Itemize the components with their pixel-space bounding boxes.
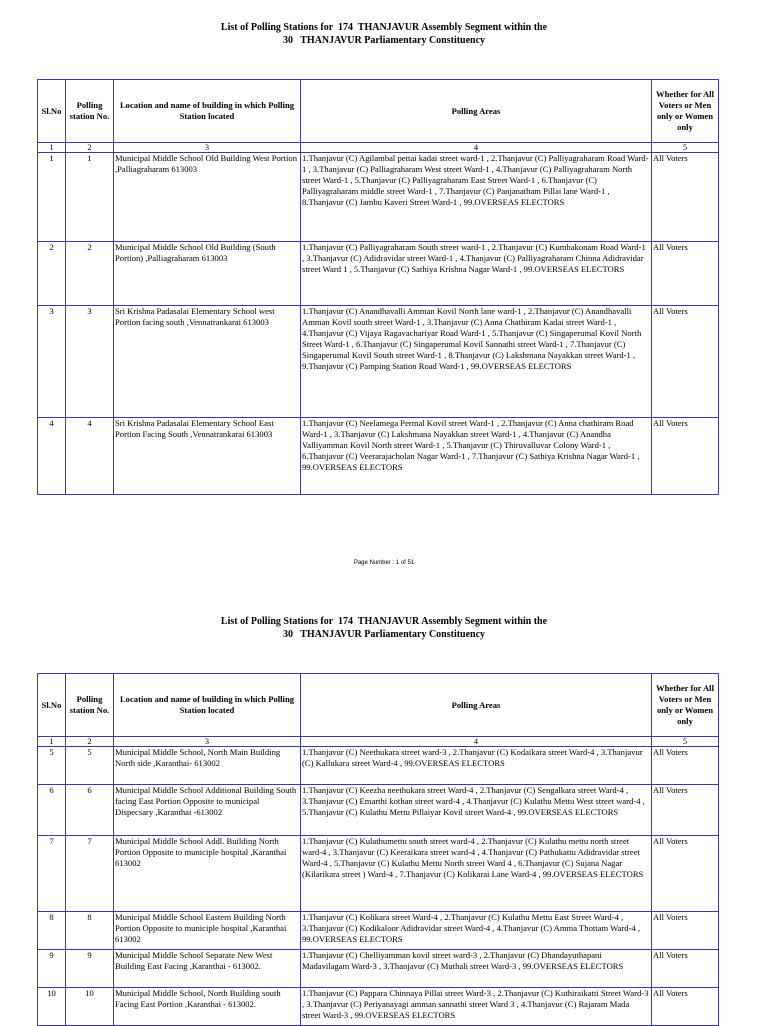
voters-cell: All Voters (652, 836, 719, 912)
location-cell: Municipal Middle School Separate New West Building East Facing ,Karanthai - 613002. (114, 950, 301, 988)
header-row (38, 674, 719, 737)
title-line-2: 30 THANJAVUR Parliamentary Constituency (282, 629, 486, 640)
table-row (38, 912, 719, 950)
ps-no-cell: 9 (66, 950, 114, 988)
table-row (38, 747, 719, 785)
location-cell: Sri Krishna Padasalai Elementary School East Portion Facing South ,Vennatrankarai 613003 (114, 418, 301, 495)
polling-stations-table-2 (37, 673, 719, 1026)
voters-cell: All Voters (652, 988, 719, 1026)
voters-cell: All Voters (652, 242, 719, 306)
location-cell: Municipal Middle School, North Main Building North side ,Karanthai- 613002 (114, 747, 301, 785)
location-cell: Municipal Middle School Additional Building South facing East Portion Opposite to municipal Dispecsary ,Karanthai -613002 (114, 785, 301, 836)
header-location: Location and name of building in which Polling Station located (114, 80, 301, 143)
polling-areas-cell: 1.Thanjavur (C) Chelliyamman kovil street ward-3 , 2.Thanjavur (C) Dhandayuthapani Madavilagam Ward-3 , 3.Thanjavur (C) Muthali street Ward-3 , 99.OVERSEAS ELECTORS (301, 950, 652, 988)
sl-no-cell: 10 (38, 988, 66, 1026)
polling-stations-table-1 (37, 79, 719, 495)
header-polling-areas: Polling Areas (301, 80, 652, 143)
table-row (38, 306, 719, 418)
title-line-2: 30 THANJAVUR Parliamentary Constituency (282, 35, 486, 46)
location-cell: Sri Krishna Padasalai Elementary School west Portion facing south ,Vennatrankarai 613003 (114, 306, 301, 418)
ps-no-cell: 6 (66, 785, 114, 836)
sl-no-cell: 2 (38, 242, 66, 306)
sl-no-cell: 4 (38, 418, 66, 495)
voters-cell: All Voters (652, 418, 719, 495)
voters-cell: All Voters (652, 950, 719, 988)
voters-cell: All Voters (652, 912, 719, 950)
header-location: Location and name of building in which Polling Station located (114, 674, 301, 737)
location-cell: Municipal Middle School Addl. Building North Portion Opposite to municiple hospital ,Karanthai 613002 (114, 836, 301, 912)
page-2-title (0, 615, 768, 641)
polling-areas-cell: 1.Thanjavur (C) Neethukara street ward-3 , 2.Thanjavur (C) Kodaikara street Ward-4 , 3.Thanjavur (C) Kallukara street Ward-4 , 99.OVERSEAS ELECTORS (301, 747, 652, 785)
table-row (38, 988, 719, 1026)
page-1-title (0, 21, 768, 47)
column-number: 4 (301, 143, 652, 153)
header-voters: Whether for All Voters or Men only or Women only (652, 80, 719, 143)
polling-areas-cell: 1.Thanjavur (C) Kulathumettu south street ward-4 , 2.Thanjavur (C) Kulathu mettu north street ward-4 , 3.Thanjavur (C) Keeraikara street ward-4 , 4.Thanjavur (C) Pathukattu Adidravidar street Ward-4 , 5.Thanjavur (C) Kulathu Mettu North street Ward 4 , 6.Thanjavur (C) Sujana Nagar (Kilarikara street ) Ward-4 , 7.Thanjavur (C) Kolikarai Lane Ward-4 , 99.OVERSEAS ELECTORS (301, 836, 652, 912)
column-number: 2 (66, 737, 114, 747)
sl-no-cell: 6 (38, 785, 66, 836)
polling-areas-cell: 1.Thanjavur (C) Palliyagraharam South street ward-1 , 2.Thanjavur (C) Kumbakonam Road Ward-1 , 3.Thanjavur (C) Adidravidar street Ward-1 , 4.Thanjavur (C) Palliyagraharam Chinna Adidravidar street Ward 1 , 5.Thanjavur (C) Sathiya Krishna Nagar Ward-1 , 99.OVERSEAS ELECTORS (301, 242, 652, 306)
ps-no-cell: 1 (66, 153, 114, 242)
header-ps-no: Polling station No. (66, 674, 114, 737)
ps-no-cell: 4 (66, 418, 114, 495)
table-row (38, 836, 719, 912)
polling-areas-cell: 1.Thanjavur (C) Pappara Chinnaya Pillai street Ward-3 , 2.Thanjavur (C) Kuthiraikatti Street Ward-3 , 3.Thanjavur (C) Periyanayagi amman sannathi street Ward 3 , 4.Thanjavur (C) Rajaram Mada street Ward-3 , 99.OVERSEAS ELECTORS (301, 988, 652, 1026)
ps-no-cell: 5 (66, 747, 114, 785)
header-polling-areas: Polling Areas (301, 674, 652, 737)
ps-no-cell: 7 (66, 836, 114, 912)
location-cell: Municipal Middle School, North Building south Facing East Portion ,Karanthai - 613002. (114, 988, 301, 1026)
voters-cell: All Voters (652, 153, 719, 242)
ps-no-cell: 3 (66, 306, 114, 418)
title-line-1: List of Polling Stations for 174 THANJAVUR Assembly Segment within the (220, 616, 548, 627)
column-number: 5 (652, 143, 719, 153)
sl-no-cell: 8 (38, 912, 66, 950)
voters-cell: All Voters (652, 306, 719, 418)
header-sl-no: Sl.No (38, 674, 66, 737)
page-number: Page Number : 1 of 51 (353, 560, 415, 566)
header-sl-no: Sl.No (38, 80, 66, 143)
voters-cell: All Voters (652, 747, 719, 785)
sl-no-cell: 1 (38, 153, 66, 242)
sl-no-cell: 3 (38, 306, 66, 418)
column-number: 3 (114, 737, 301, 747)
location-cell: Municipal Middle School Eastern Building North Portion Opposite to municiple hospital ,Karanthai 613002 (114, 912, 301, 950)
column-number: 2 (66, 143, 114, 153)
polling-areas-cell: 1.Thanjavur (C) Neelamega Permal Kovil street Ward-1 , 2.Thanjavur (C) Anna chathiram Road Ward-1 , 3.Thanjavur (C) Lakshmana Nayakkan street Ward-1 , 4.Thanjavur (C) Anandha Valliyamman Kovil North street Ward-1 , 5.Thanjavur (C) Thiruvalluvar Colony Ward-1 , 6.Thanjavur (C) Veerarajacholan Nagar Ward-1 , 7.Thanjavur (C) Sathiya Krishna Nagar Ward-1 , 99.OVERSEAS ELECTORS (301, 418, 652, 495)
sl-no-cell: 5 (38, 747, 66, 785)
ps-no-cell: 2 (66, 242, 114, 306)
column-number: 1 (38, 143, 66, 153)
location-cell: Municipal Middle School Old Building West Portion ,Palliagraharam 613003 (114, 153, 301, 242)
location-cell: Municipal Middle School Old Building (South Portion) ,Palliagraharam 613003 (114, 242, 301, 306)
table-row (38, 785, 719, 836)
table-row (38, 242, 719, 306)
column-number: 3 (114, 143, 301, 153)
sl-no-cell: 9 (38, 950, 66, 988)
header-row (38, 80, 719, 143)
title-line-1: List of Polling Stations for 174 THANJAVUR Assembly Segment within the (220, 22, 548, 33)
column-number-row (38, 143, 719, 153)
column-number: 4 (301, 737, 652, 747)
table-row (38, 418, 719, 495)
table-row (38, 950, 719, 988)
voters-cell: All Voters (652, 785, 719, 836)
column-number-row (38, 737, 719, 747)
header-ps-no: Polling station No. (66, 80, 114, 143)
header-voters: Whether for All Voters or Men only or Women only (652, 674, 719, 737)
ps-no-cell: 8 (66, 912, 114, 950)
sl-no-cell: 7 (38, 836, 66, 912)
ps-no-cell: 10 (66, 988, 114, 1026)
column-number: 5 (652, 737, 719, 747)
polling-areas-cell: 1.Thanjavur (C) Agilambal pettai kadai street ward-1 , 2.Thanjavur (C) Palliyagraharam Road Ward-1 , 3.Thanjavur (C) Palliagraharam West street Ward-1 , 4.Thanjavur (C) Palliyagraharam North street Ward-1 , 5.Thanjavur (C) Palliyagraharam East Street Ward-1 , 6.Thanjavur (C) Palliyagraharam middle street Ward-1 , 7.Thanjavur (C) Panjanatham Pillai lane Ward-1 , 8.Thanjavur (C) Jambu Kaveri Street Ward-1 , 99.OVERSEAS ELECTORS (301, 153, 652, 242)
polling-areas-cell: 1.Thanjavur (C) Keezha neethukara street Ward-4 , 2.Thanjavur (C) Sengalkara street Ward-4 , 3.Thanjavur (C) Emarthi kothan street ward-4 , 4.Thanjavur (C) Kulathu Mettu West street ward-4 , 5.Thanjavur (C) Kulathu Mettu Pillaiyar Kovil street Ward-4 , 99.OVERSEAS ELECTORS (301, 785, 652, 836)
polling-areas-cell: 1.Thanjavur (C) Kolikara street Ward-4 , 2.Thanjavur (C) Kulathu Mettu East Street Ward-4 , 3.Thanjavur (C) Kodikaloor Adidravidar street Ward-4 , 4.Thanjavur (C) Amma Thottam Ward-4 , 99.OVERSEAS ELECTORS (301, 912, 652, 950)
table-row (38, 153, 719, 242)
column-number: 1 (38, 737, 66, 747)
polling-areas-cell: 1.Thanjavur (C) Anandhavalli Amman Kovil North lane ward-1 , 2.Thanjavur (C) Anandhavalli Amman Kovil south street Ward-1 , 3.Thanjavur (C) Anna Chathiram Kadai street Ward-1 , 4.Thanjavur (C) Vijaya Ragavachariyar Road Ward-1 , 5.Thanjavur (C) Singaperumal Kovil North Street Ward-1 , 6.Thanjavur (C) Singaperumal Kovil Sannathi street Ward-1 , 7.Thanjavur (C) Singaperumal Kovil South street Ward-1 , 8.Thanjavur (C) Lakshmana Nayakkan street Ward-1 , 9.Thanjavur (C) Pamping Station Road Ward-1 , 99.OVERSEAS ELECTORS (301, 306, 652, 418)
